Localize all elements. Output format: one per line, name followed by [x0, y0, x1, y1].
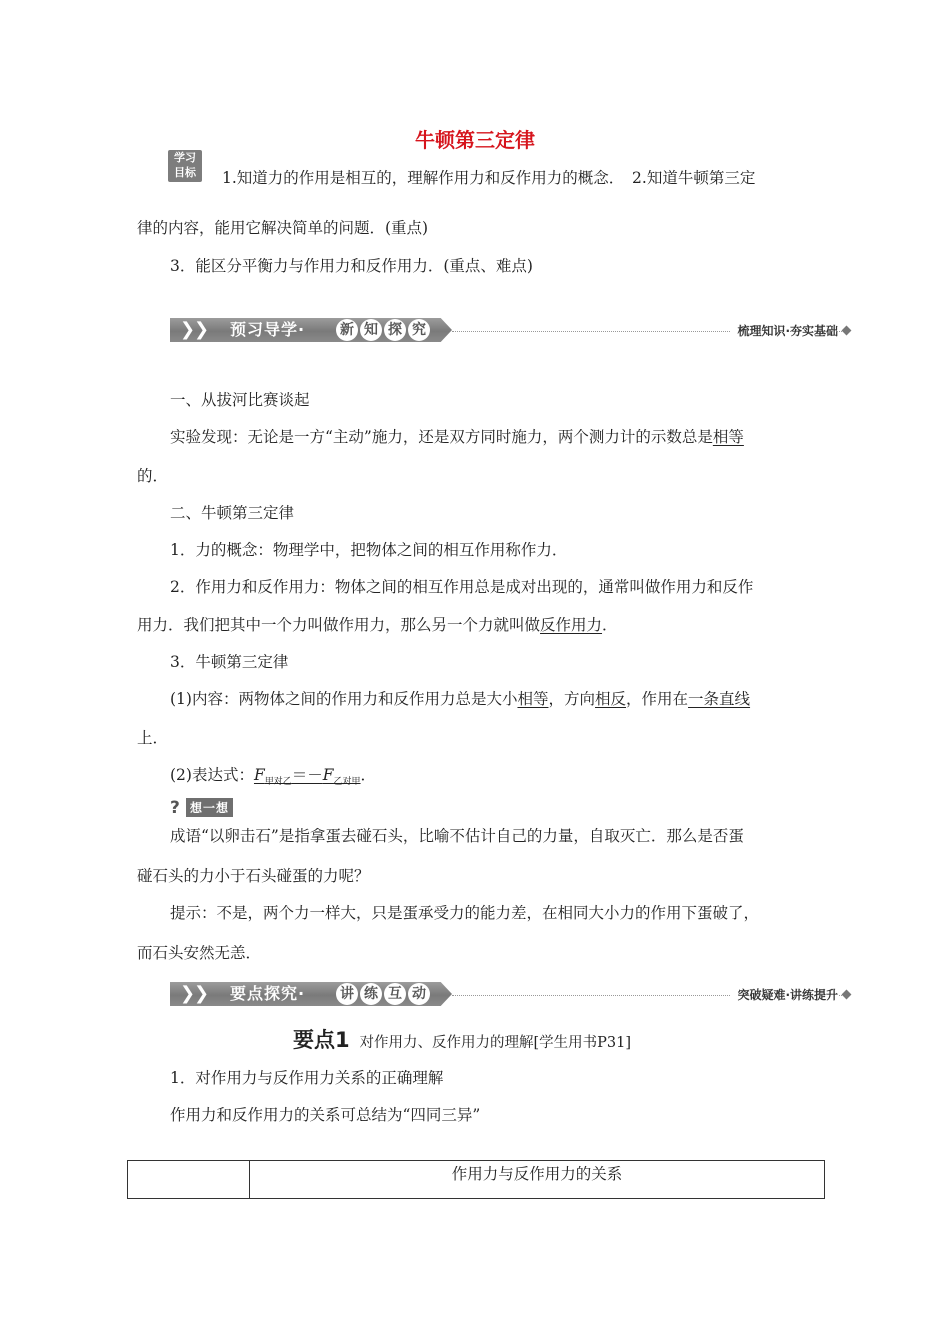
section-banner-keypoints: [170, 982, 850, 1008]
badge-line-1: 学习: [174, 151, 196, 164]
banner-circle-group: [336, 983, 430, 1005]
keypoint-heading: [293, 1027, 631, 1056]
chevron-right-icon: ❯: [180, 983, 196, 1004]
banner-circle-char: 练: [360, 983, 382, 1005]
banner-circle-group: [336, 319, 430, 341]
chevron-right-icon: ❯: [194, 983, 210, 1004]
question-mark-icon: ?: [170, 797, 180, 818]
banner-circle-char: 新: [336, 319, 358, 341]
third-law-heading: 3．牛顿第三定律: [170, 653, 289, 671]
think-about-label: [170, 798, 233, 817]
banner-circle-char: 探: [384, 319, 406, 341]
section-heading-2: 二、牛顿第三定律: [170, 504, 295, 522]
action-reaction-text: 用力．我们把其中一个力叫做作用力，那么另一个力就叫做: [137, 616, 541, 634]
content-text: (1)内容：两物体之间的作用力和反作用力总是大小: [170, 690, 518, 708]
keypoint-summary: 作用力和反作用力的关系可总结为“四同三异”: [170, 1106, 481, 1124]
keypoint-title: 对作用力、反作用力的理解[学生用书P31]: [359, 1035, 632, 1051]
formula: [253, 766, 361, 788]
banner-right-text: 突破疑难·讲练提升: [731, 986, 838, 1003]
diamond-icon: [842, 990, 852, 1000]
formula-symbol: F: [253, 766, 265, 784]
table-header-cell: 作用力与反作用力的关系: [451, 1165, 623, 1183]
banner-circle-char: 知: [360, 319, 382, 341]
chevron-right-icon: ❯: [194, 319, 210, 340]
learning-goals-badge: [168, 150, 202, 182]
chevron-right-icon: ❯: [180, 319, 196, 340]
page-title: 牛顿第三定律: [415, 128, 535, 152]
answer-line-2: 而石头安然无恙．: [137, 944, 262, 962]
banner-label: 要点探究·: [230, 984, 306, 1003]
content-text: ，方向: [548, 690, 595, 708]
action-reaction-line-2: [137, 615, 618, 635]
section-banner-preview: [170, 318, 850, 344]
diamond-icon: [842, 326, 852, 336]
banner-label: 预习导学·: [230, 320, 306, 339]
banner-circle-char: 讲: [336, 983, 358, 1005]
goal-line-1: 1.知道力的作用是相互的，理解作用力和反作用力的概念． 2.知道牛顿第三定: [222, 169, 756, 187]
keypoint-number: 要点1: [293, 1028, 350, 1052]
think-label: 想一想: [186, 798, 233, 817]
goal-line-2: 律的内容，能用它解决简单的问题．(重点): [137, 219, 429, 237]
experiment-end: 的．: [137, 467, 169, 485]
third-law-content: [170, 689, 750, 709]
formula-symbol: F: [322, 766, 334, 784]
content-text: ，作用在: [626, 690, 689, 708]
keypoint-item-1: 1．对作用力与反作用力关系的正确理解: [170, 1069, 444, 1087]
banner-circle-char: 究: [408, 319, 430, 341]
question-line-2: 碰石头的力小于石头碰蛋的力呢？: [137, 867, 370, 885]
banner-circle-char: 动: [408, 983, 430, 1005]
banner-right-text: 梳理知识·夯实基础: [731, 322, 838, 339]
fill-blank: 相反: [595, 690, 627, 708]
formula-subscript: 甲对乙: [264, 777, 292, 788]
third-law-content-end: 上．: [137, 729, 169, 747]
experiment-text: 实验发现：无论是一方“主动”施力，还是双方同时施力，两个测力计的示数总是: [170, 428, 713, 446]
fill-blank: 一条直线: [688, 690, 751, 708]
force-concept: 1．力的概念：物理学中，把物体之间的相互作用称作力．: [170, 541, 568, 559]
goal-line-3: 3．能区分平衡力与作用力和反作用力．(重点、难点): [170, 257, 533, 275]
formula-operator: ＝－: [291, 766, 323, 784]
punctuation: ．: [602, 616, 618, 634]
expression-label: (2)表达式：: [170, 766, 254, 784]
fill-blank: 反作用力: [540, 616, 603, 634]
section-heading-1: 一、从拔河比赛谈起: [170, 391, 310, 409]
formula-subscript: 乙对甲: [333, 777, 361, 788]
punctuation: ．: [360, 766, 377, 784]
expression-line: [170, 765, 376, 792]
badge-line-2: 目标: [174, 166, 196, 179]
answer-line-1: 提示：不是，两个力一样大，只是蛋承受力的能力差，在相同大小力的作用下蛋破了，: [170, 904, 760, 922]
question-line-1: 成语“以卵击石”是指拿蛋去碰石头，比喻不估计自己的力量，自取灭亡．那么是否蛋: [170, 827, 744, 845]
banner-circle-char: 互: [384, 983, 406, 1005]
table-header-cell-empty: [128, 1161, 250, 1198]
fill-blank: 相等: [517, 690, 549, 708]
fill-blank: 相等: [712, 428, 744, 446]
experiment-line: [170, 427, 744, 447]
action-reaction-line-1: 2．作用力和反作用力：物体之间的相互作用总是成对出现的，通常叫做作用力和反作: [170, 578, 754, 596]
relationship-table: [127, 1160, 825, 1199]
